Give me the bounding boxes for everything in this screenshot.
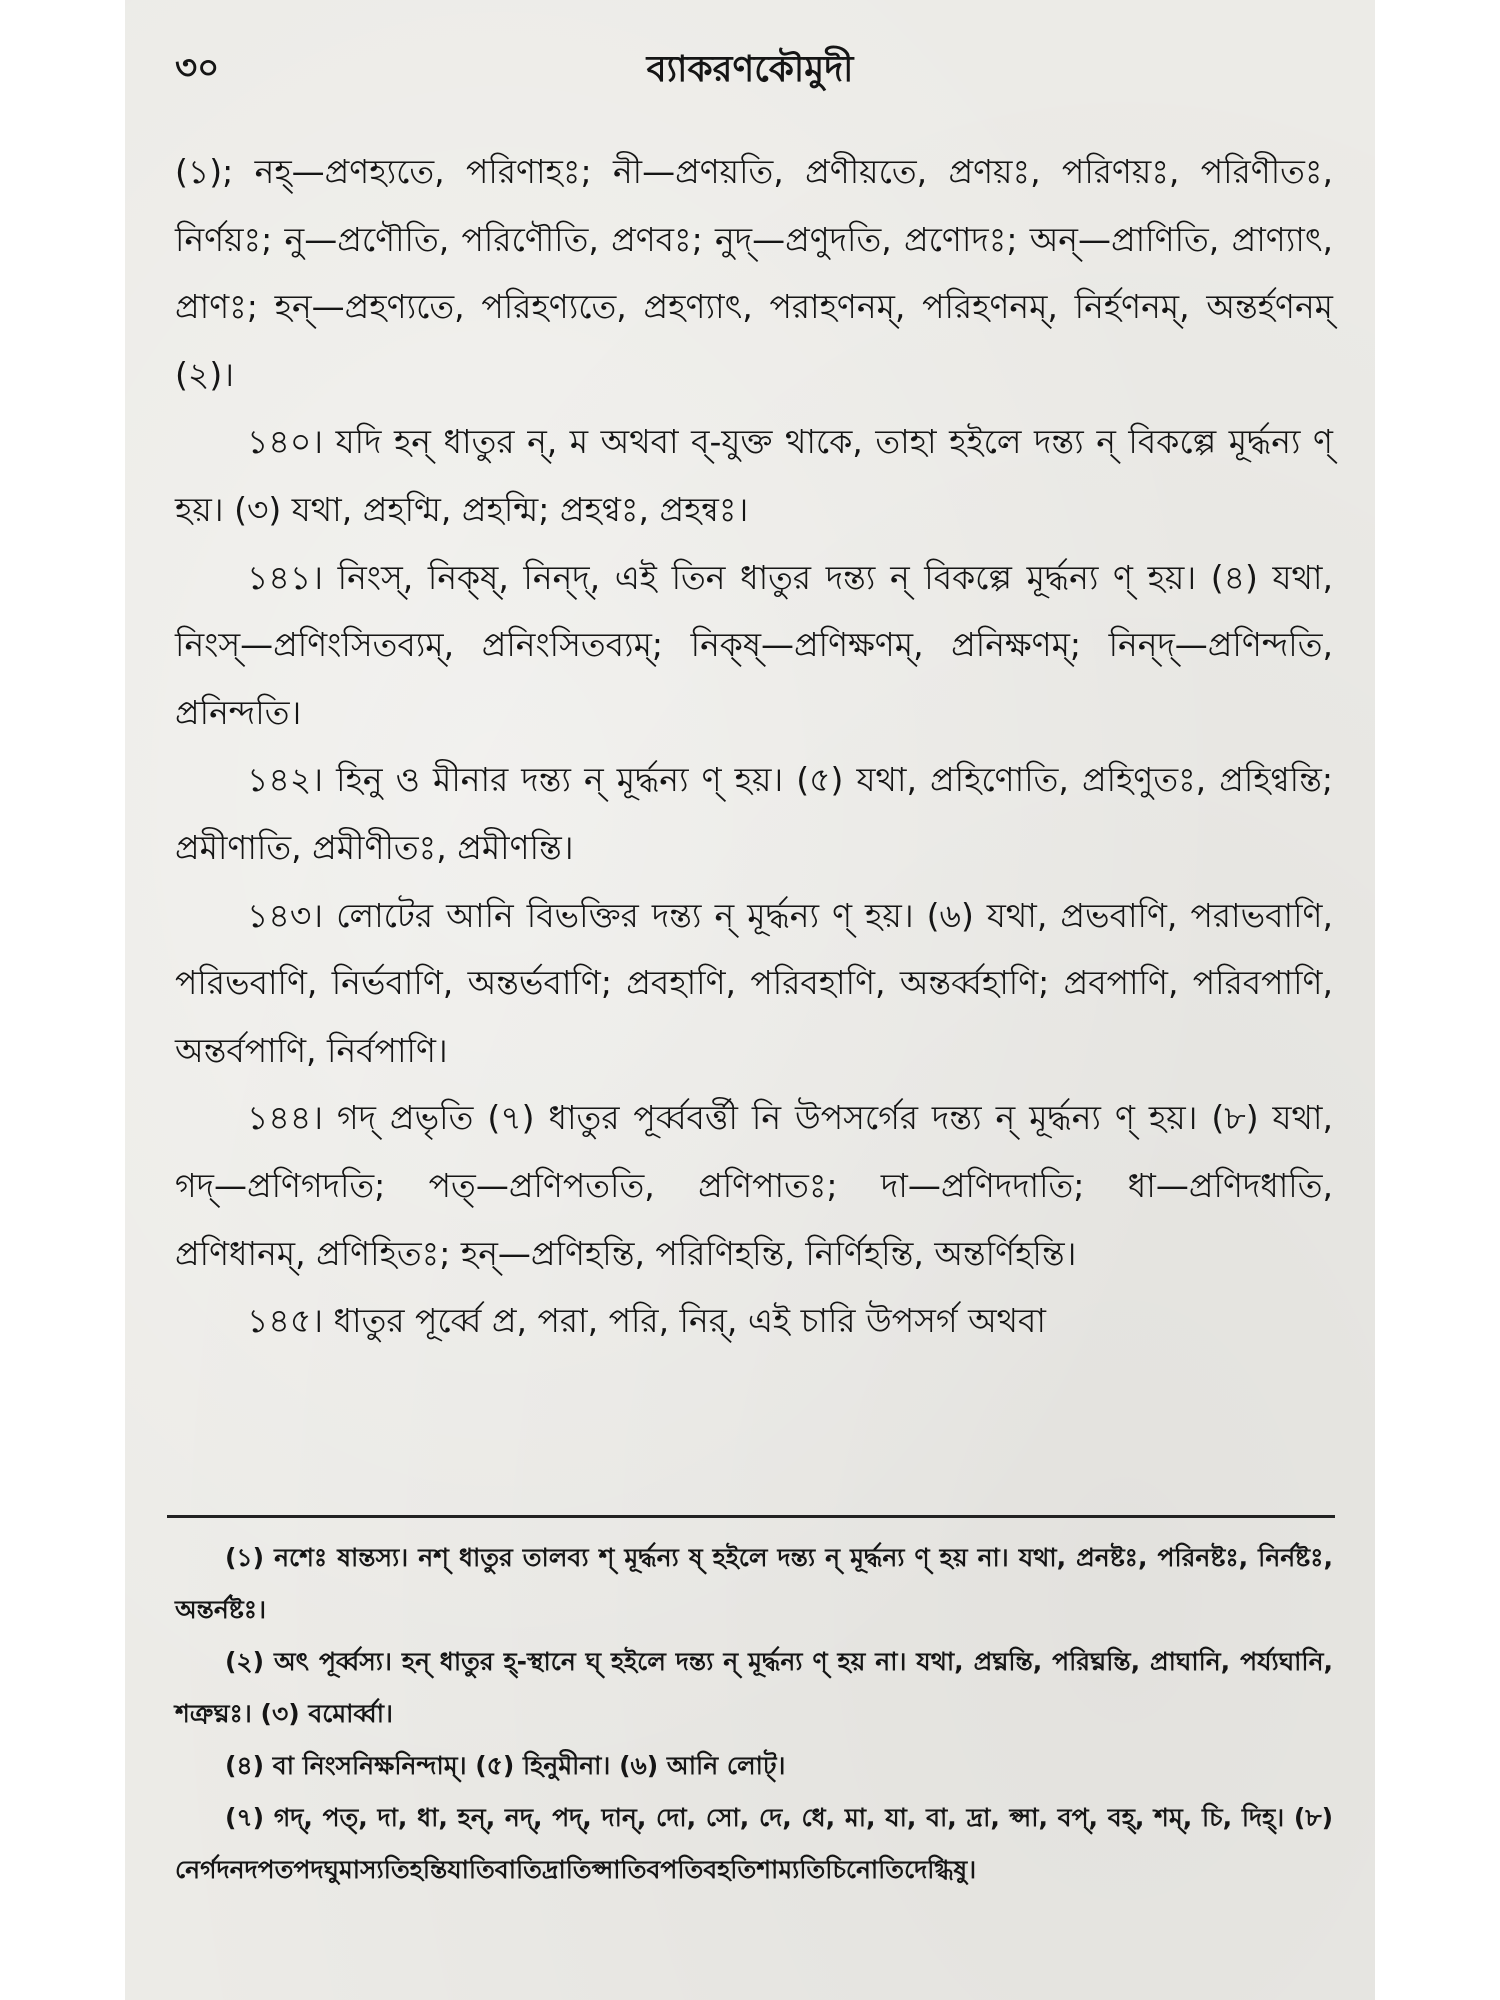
page-number: ৩০ [175,48,220,88]
footnote: (৪) বা নিংসনিক্ষনিন্দাম্। (৫) হিনুমীনা। (৬) আনি লোট্। [225,1751,786,1780]
footnotes [175,1532,1333,1896]
paragraph-142: ১৪২। হিনু ও মীনার দন্ত্য ন্ মূর্দ্ধন্য ণ্ হয়। (৫) যথা, প্রহিণোতি, প্রহিণুতঃ, প্রহিণ্বন্তি; প্রমীণাতি, প্রমীণীতঃ, প্রমীণন্তি। [175,760,1333,867]
footnote: (২) অৎ পূর্ব্বস্য। হন্ ধাতুর হ্-স্থানে ঘ্ হইলে দন্ত্য ন্ মূর্দ্ধন্য ণ্ হয় না। যথা, প্রঘ্নন্তি, পরিঘ্নন্তি, প্রাঘানি, পর্য্যঘানি, শত্রুঘ্নঃ। (৩) বমোর্ব্বা। [175,1647,1333,1728]
paragraph-141: ১৪১। নিংস্, নিক্ষ্, নিন্দ্, এই তিন ধাতুর দন্ত্য ন্ বিকল্পে মূর্দ্ধন্য ণ্ হয়। (৪) যথা, নিংস্—প্রণিংসিতব্যম্, প্রনিংসিতব্যম্; নিক্ষ্—প্রণিক্ষণম্, প্রনিক্ষণম্; নিন্দ্—প্রণিন্দতি, প্রনিন্দতি। [175,557,1333,732]
paragraph-143: ১৪৩। লোটের আনি বিভক্তির দন্ত্য ন্ মূর্দ্ধন্য ণ্ হয়। (৬) যথা, প্রভবাণি, পরাভবাণি, পরিভবাণি, নির্ভবাণি, অন্তর্ভবাণি; প্রবহাণি, পরিবহাণি, অন্তর্ব্বহাণি; প্রবপাণি, পরিবপাণি, অন্তর্বপাণি, নির্বপাণি। [175,895,1333,1070]
running-title: ব্যাকরণকৌমুদী [646,49,854,90]
book-page [125,0,1375,2000]
footnote-divider [167,1515,1335,1518]
footnote: (৭) গদ্, পত্, দা, ধা, হন্, নদ্, পদ্, দান্, দো, সো, দে, ধে, মা, যা, বা, দ্রা, প্সা, বপ্, বহ্, শম্, চি, দিহ্। (৮) নের্গদনদপতপদঘুমাস্যতিহন্তিযাতিবাতিদ্রাতিপ্সাতিবপতিবহতিশাম্যতিচিনোতিদেগ্ধিষু। [175,1803,1333,1884]
paragraph-140: ১৪০। যদি হন্ ধাতুর ন্, ম অথবা ব্-যুক্ত থাকে, তাহা হইলে দন্ত্য ন্ বিকল্পে মূর্দ্ধন্য ণ্ হয়। (৩) যথা, প্রহণ্মি, প্রহন্মি; প্রহণ্বঃ, প্রহন্বঃ। [175,422,1333,529]
page-header [175,42,1325,102]
paragraph-145: ১৪৫। ধাতুর পূর্ব্বে প্র, পরা, পরি, নির্, এই চারি উপসর্গ অথবা [247,1301,1046,1341]
paragraph: (১); নহ্—প্রণহ্যতে, পরিণাহঃ; নী—প্রণয়তি, প্রণীয়তে, প্রণয়ঃ, পরিণয়ঃ, পরিণীতঃ, নির্ণয়ঃ; নু—প্রণৌতি, পরিণৌতি, প্রণবঃ; নুদ্—প্রণুদতি, প্রণোদঃ; অন্—প্রাণিতি, প্রাণ্যাৎ, প্রাণঃ; হন্—প্রহণ্যতে, পরিহণ্যতে, প্রহণ্যাৎ, পরাহণনম্, পরিহণনম্, নির্হণনম্, অন্তর্হণনম্ (২)। [175,152,1333,394]
main-text [175,138,1333,1355]
paragraph-144: ১৪৪। গদ্ প্রভৃতি (৭) ধাতুর পূর্ব্ববর্ত্তী নি উপসর্গের দন্ত্য ন্ মূর্দ্ধন্য ণ্ হয়। (৮) যথা, গদ্—প্রণিগদতি; পত্—প্রণিপততি, প্রণিপাতঃ; দা—প্রণিদদাতি; ধা—প্রণিদধাতি, প্রণিধানম্, প্রণিহিতঃ; হন্—প্রণিহন্তি, পরিণিহন্তি, নির্ণিহন্তি, অন্তর্ণিহন্তি। [175,1098,1333,1273]
footnote: (১) নশেঃ ষান্তস্য। নশ্ ধাতুর তালব্য শ্ মূর্দ্ধন্য ষ্ হইলে দন্ত্য ন্ মূর্দ্ধন্য ণ্ হয় না। যথা, প্রনষ্টঃ, পরিনষ্টঃ, নির্নষ্টঃ, অন্তর্নষ্টঃ। [175,1543,1333,1624]
